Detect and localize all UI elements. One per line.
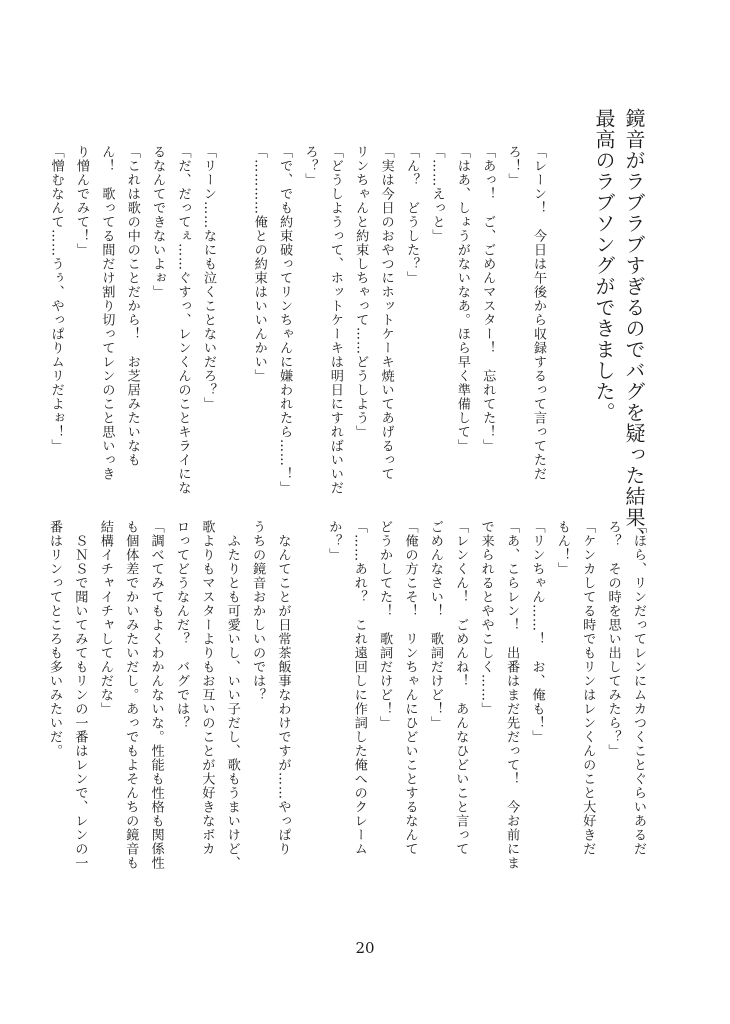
text-line: 「だ、だってぇ……ぐすっ、レンくんのことキライにな: [175, 145, 191, 495]
text-line: 「ほら、リンだってレンにムカつくことぐらいあるだ: [631, 520, 646, 856]
text-line: 「ケンカしてる時でもリンはレンくんのこと大好きだ: [580, 520, 596, 856]
text-line: 「リンちゃん……！ お、俺も！」: [529, 520, 545, 744]
text-line: 「……あれ？ これ遠回しに作詞した俺へのクレーム: [351, 520, 367, 856]
text-line: 結構イチャイチャしてんだな」: [97, 520, 113, 716]
text-line: ろ？ その時を思い出してみたら？」: [605, 520, 621, 758]
title-line: 最高のラブソングができました。: [592, 108, 616, 423]
text-line: もん！」: [554, 520, 570, 576]
text-line: り憎んでみて！」: [73, 145, 89, 257]
text-line: 「はあ、しょうがないなあ。ほら早く準備して」: [454, 145, 470, 453]
text-line: ん！ 歌ってる間だけ割り切ってレンのこと思いっき: [99, 145, 115, 481]
text-line: ろ！」: [505, 145, 521, 187]
text-line: 「レンくん！ ごめんね！ あんなひどいこと言って: [453, 520, 469, 856]
blank-line: [227, 145, 240, 495]
text-line: どうかしてた！ 歌詞だけど！」: [377, 520, 393, 730]
title-line: 鏡音がラブラブすぎるのでバグを疑った結果、: [622, 108, 646, 549]
text-line: 「憎むなんて……うぅ、やっぱりムリだよぉ！」: [48, 145, 64, 453]
text-line: ごめんなさい！ 歌詞だけど！」: [427, 520, 443, 730]
text-line: 「どうしようって、ホットケーキは明日にすればいいだ: [327, 145, 343, 495]
text-line: 「レーン！ 今日は午後から収録するって言ってただ: [531, 145, 546, 481]
upper-text-block: [37, 145, 545, 495]
text-line: 歌よりもマスターよりもお互いのことが大好きなボカ: [199, 520, 215, 856]
text-line: も個体差でかいみたいだし。あっでもよそんちの鏡音も: [123, 520, 139, 870]
text-line: るなんてできないよぉ」: [150, 145, 166, 299]
page-number: 20: [355, 939, 375, 957]
chapter-title: [584, 108, 646, 549]
text-line: か？」: [326, 520, 342, 562]
text-line: 「あっ！ ご、ごめんマスター！ 忘れてた！」: [480, 145, 496, 453]
text-line: 「…………俺との約束はいいんかい」: [251, 145, 267, 383]
text-line: 「……えっと」: [429, 145, 445, 243]
text-line: 「あ、こらレン！ 出番はまだ先だって！ 今お前にま: [504, 520, 520, 870]
text-line: 「調べてみてもよくわかんないな。性能も性格も関係性: [148, 520, 164, 870]
text-line: 「ん？ どうした？」: [404, 145, 420, 285]
text-line: うちの鏡音おかしいのでは？: [250, 520, 266, 702]
text-line: ろ？」: [302, 145, 318, 187]
text-line: 番はリンってところも多いみたいだ。: [47, 520, 63, 758]
text-line: 「俺の方こそ！ リンちゃんにひどいことするなんて: [402, 520, 418, 856]
blank-line: [302, 520, 315, 870]
text-line: リンちゃんと約束しちゃって……どうしよう」: [353, 145, 369, 439]
text-line: なんてことが日常茶飯事なわけですが……やっぱり: [275, 520, 291, 856]
text-line: 「実は今日のおやつにホットケーキ焼いてあげるって: [378, 145, 394, 481]
text-line: で来られるとややこしく……」: [478, 520, 494, 716]
text-line: ロってどうなんだ？ バグでは？: [173, 520, 189, 730]
lower-text-block: [36, 520, 645, 870]
text-line: ＳＮＳで聞いてみてもリンの一番はレンで、レンの一: [72, 520, 88, 870]
text-line: 「で、でも約束破ってリンちゃんに嫌われたら……！」: [277, 145, 293, 495]
text-line: ふたりとも可愛いし、いい子だし、歌もうまいけど、: [224, 520, 240, 870]
text-line: 「これは歌の中のことだから！ お芝居みたいなも: [124, 145, 140, 467]
text-line: 「リーン……なにも泣くことないだろ？」: [200, 145, 216, 411]
